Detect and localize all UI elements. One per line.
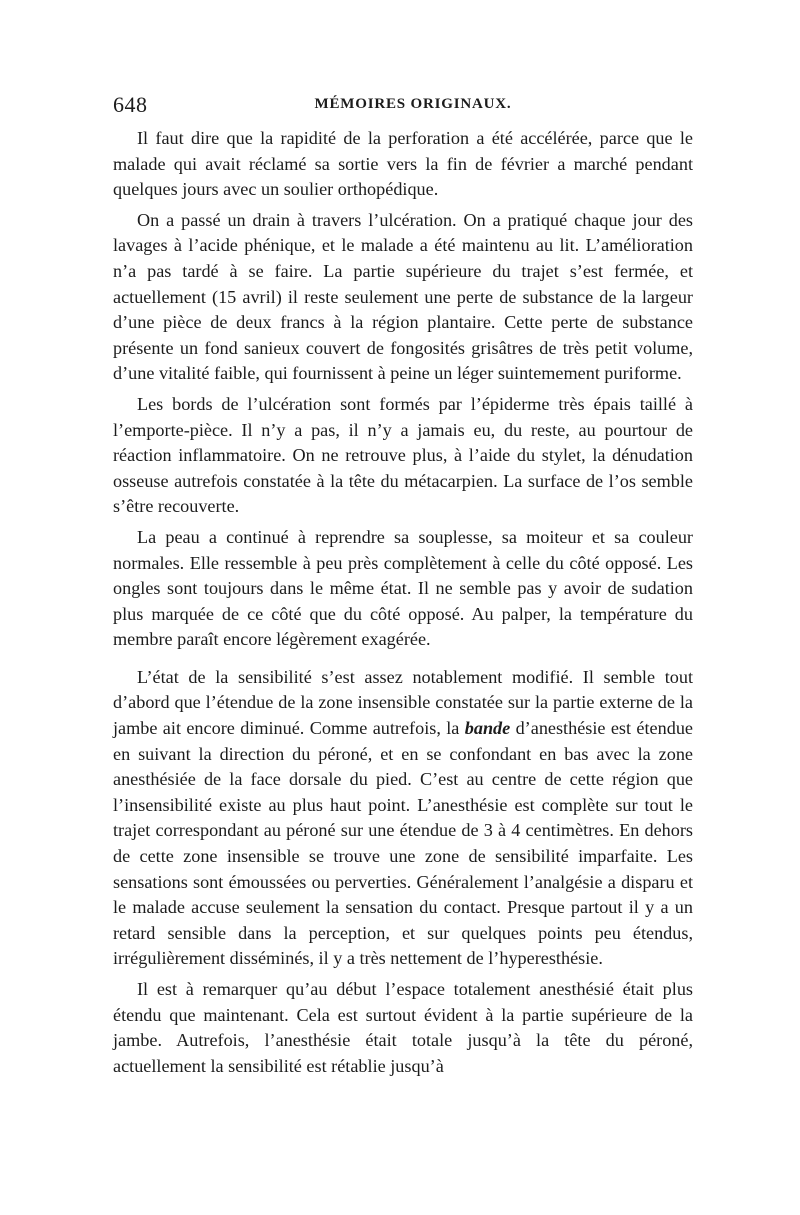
sensibility-text-after: d’anesthésie est étendue en suivant la direction du péroné, et en se confondant en bas avec la zone anesthésiée de la face dorsale du pied. C’est au centre de cette région que l’insensibilité existe au plus haut point. L’anesthésie est complète sur tout le trajet correspondant au péroné sur une étendue de 3 à 4 centimètres. En dehors de cette zone insensible se trouve une zone de sensibilité imparfaite. Les sensations sont émoussées ou perverties. Généralement l’analgésie a disparu et le malade accuse seulement la sensation du contact. Presque partout il y a un retard sensible dans la perception, et sur quelques points peu étendus, irrégulièrement disséminés, il y a très nettement de l’hyperesthésie.: [113, 718, 693, 969]
paragraph-ulcer-edges: Les bords de l’ulcération sont formés par l’épiderme très épais taillé à l’emporte-pièce. Il n’y a pas, il n’y a jamais eu, du reste, au pourtour de réaction inflammatoire. On ne retrouve plus, à l’aide du stylet, la dénudation osseuse autrefois constatée à la tête du métacarpien. La surface de l’os semble s’être recouverte.: [113, 393, 693, 517]
paragraph-drain: On a passé un drain à travers l’ulcération. On a pratiqué chaque jour des lavages à l’acide phénique, et le malade a été maintenu au lit. L’amélioration n’a pas tardé à se faire. La partie supérieure du trajet s’est fermée, et actuellement (15 avril) il reste seulement une perte de substance de la largeur d’une pièce de deux francs à la région plantaire. Cette perte de substance présente un fond sanieux couvert de fongosités grisâtres de très petit volume, d’une vitalité faible, qui fournissent à peine un léger suintemement puriforme.: [113, 209, 693, 384]
body-text: [113, 126, 693, 1079]
page-number: 648: [113, 92, 148, 117]
sensibility-text-before: L’état de la sensibilité s’est assez notablement modifié. Il semble tout d’abord que l’étendue de la zone insensible constatée sur la partie externe de la jambe ait encore diminué. Comme autrefois, la: [113, 666, 693, 739]
running-title: MÉMOIRES ORIGINAUX.: [314, 96, 512, 112]
paragraph-perforation: Il faut dire que la rapidité de la perforation a été accélérée, parce que le malade qui avait réclamé sa sortie vers la fin de février a marché pendant quelques jours avec un soulier orthopédique.: [113, 128, 693, 200]
paragraph-sensibility: [113, 665, 693, 972]
page-header: [113, 92, 693, 118]
paragraph-skin: La peau a continué à reprendre sa souplesse, sa moiteur et sa couleur normales. Elle ressemble à peu près complètement à celle du côté opposé. Les ongles sont toujours dans le même état. Il ne semble pas y avoir de sudation plus marquée de ce côté que du côté opposé. Au palper, la température du membre paraît encore légèrement exagérée.: [113, 526, 693, 650]
paragraph-anesthesia-extent: Il est à remarquer qu’au début l’espace totalement anesthésié était plus étendu que maintenant. Cela est surtout évident à la partie supérieure de la jambe. Autrefois, l’anesthésie était totale jusqu’à la tête du péroné, actuellement la sensibilité est rétablie jusqu’à: [113, 979, 693, 1076]
emphasis-bande: bande: [464, 718, 511, 739]
